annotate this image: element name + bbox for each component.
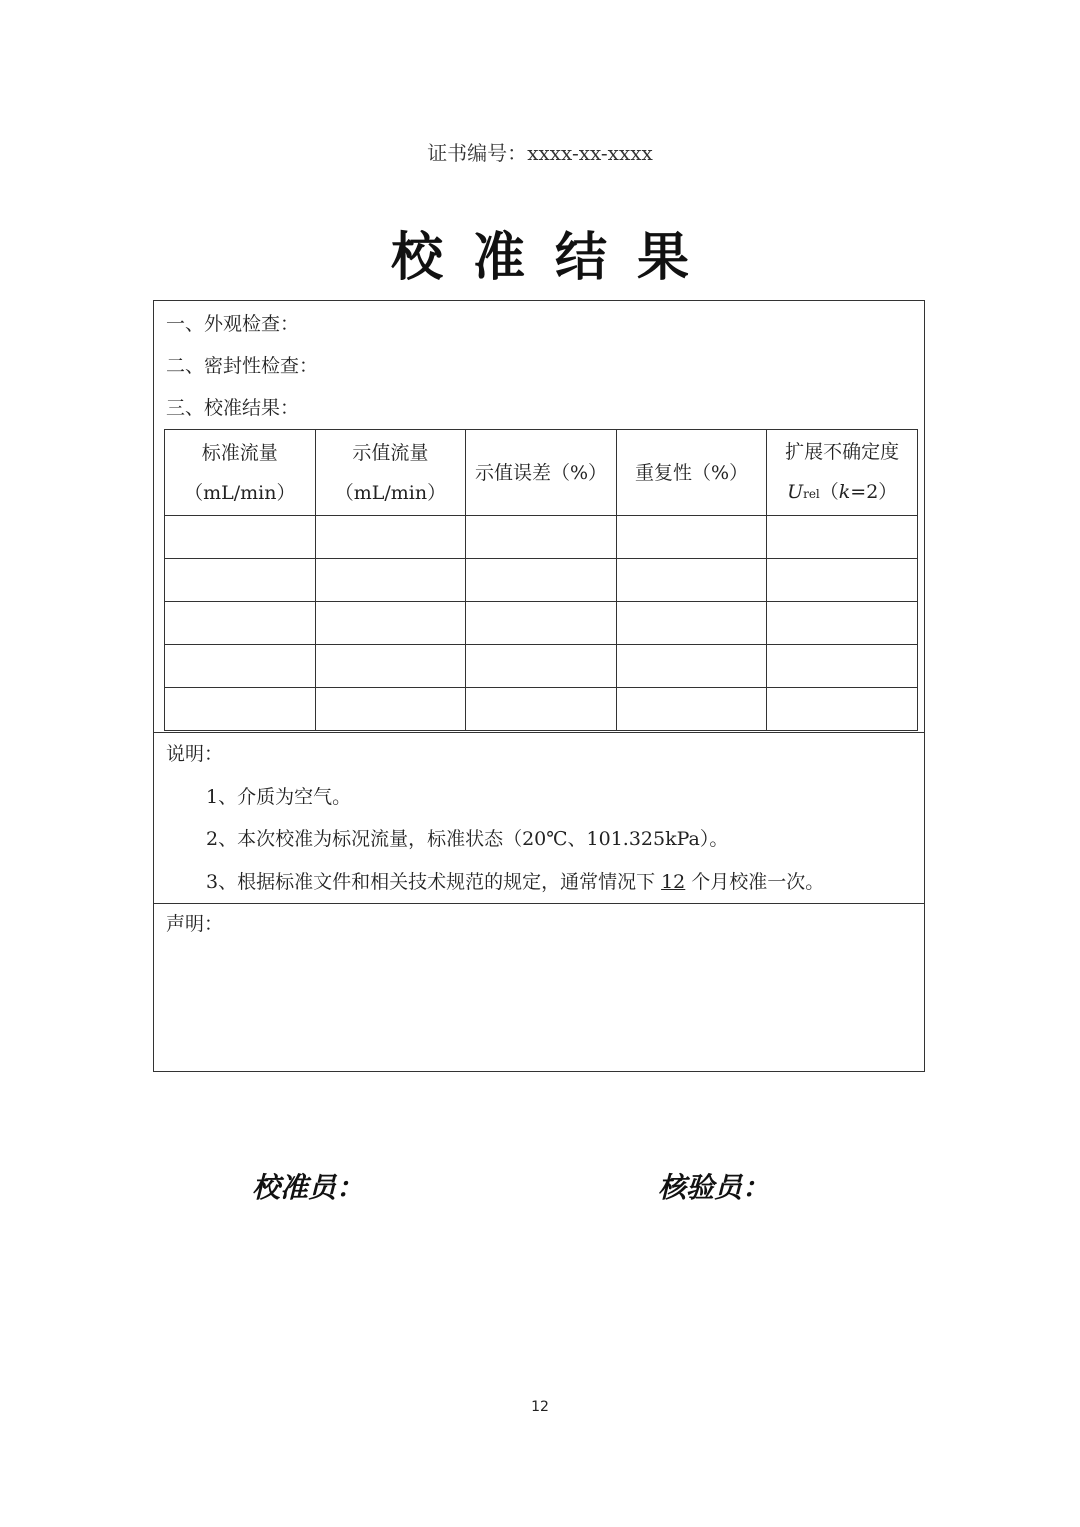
table-cell bbox=[315, 645, 466, 688]
calibration-interval-value: 12 bbox=[661, 871, 686, 893]
table-cell bbox=[165, 602, 316, 645]
header-indication-error bbox=[466, 430, 617, 516]
header-expanded-uncertainty-label: 扩展不确定度 bbox=[785, 440, 900, 463]
table-cell bbox=[466, 559, 617, 602]
calibrator-signature-label: 校准员： bbox=[252, 1171, 365, 1204]
table-cell bbox=[165, 688, 316, 731]
header-standard-flow-label: 标准流量 bbox=[201, 441, 278, 464]
appearance-check-label: 一、外观检查： bbox=[166, 313, 300, 335]
table-cell bbox=[767, 516, 918, 559]
table-cell bbox=[466, 602, 617, 645]
table-row bbox=[165, 559, 918, 602]
header-repeatability-label: 重复性（%） bbox=[635, 461, 749, 484]
table-cell bbox=[315, 516, 466, 559]
table-cell bbox=[616, 516, 767, 559]
header-indicated-flow-label: 示值流量 bbox=[352, 441, 429, 464]
table-cell bbox=[616, 688, 767, 731]
certificate-number bbox=[0, 138, 1080, 168]
k-open: （ bbox=[819, 480, 839, 503]
table-cell bbox=[767, 559, 918, 602]
table-cell bbox=[616, 559, 767, 602]
note-item-3-before: 3、根据标准文件和相关技术规范的规定，通常情况下 bbox=[206, 871, 656, 893]
table-cell bbox=[767, 688, 918, 731]
u-symbol: U bbox=[787, 480, 804, 503]
table-row bbox=[165, 688, 918, 731]
notes-heading: 说明： bbox=[166, 743, 224, 765]
table-cell bbox=[466, 645, 617, 688]
verifier-signature-label: 核验员： bbox=[658, 1171, 771, 1204]
table-cell bbox=[165, 559, 316, 602]
header-standard-flow-unit: （mL/min） bbox=[184, 481, 296, 504]
declaration-heading: 声明： bbox=[166, 913, 224, 935]
header-indication-error-label: 示值误差（%） bbox=[474, 461, 608, 484]
header-indicated-flow-unit: （mL/min） bbox=[334, 481, 447, 504]
table-cell bbox=[466, 516, 617, 559]
table-row bbox=[165, 645, 918, 688]
table-cell bbox=[165, 516, 316, 559]
header-indicated-flow bbox=[315, 430, 466, 516]
page-number: 12 bbox=[531, 1399, 549, 1415]
table-cell bbox=[315, 559, 466, 602]
table-cell bbox=[767, 645, 918, 688]
note-item-3-after: 个月校准一次。 bbox=[691, 871, 825, 893]
table-cell bbox=[616, 645, 767, 688]
header-expanded-uncertainty bbox=[767, 430, 918, 516]
note-item-3 bbox=[206, 867, 824, 897]
calibration-results-table bbox=[164, 429, 918, 731]
table-cell bbox=[767, 602, 918, 645]
table-cell bbox=[315, 688, 466, 731]
u-subscript: rel bbox=[803, 486, 820, 501]
declaration-divider bbox=[154, 903, 924, 904]
notes-divider bbox=[154, 732, 924, 733]
k-rest: =2） bbox=[850, 480, 898, 503]
k-symbol: k bbox=[838, 480, 851, 503]
table-cell bbox=[616, 602, 767, 645]
header-standard-flow bbox=[165, 430, 316, 516]
header-repeatability bbox=[616, 430, 767, 516]
note-item-2: 2、本次校准为标况流量，标准状态（20℃、101.325kPa）。 bbox=[206, 828, 729, 850]
note-item-1: 1、介质为空气。 bbox=[206, 786, 352, 808]
table-cell bbox=[466, 688, 617, 731]
sealing-check-label: 二、密封性检查： bbox=[166, 355, 319, 377]
certificate-number-label: 证书编号： bbox=[427, 141, 528, 165]
certificate-number-value: xxxx-xx-xxxx bbox=[527, 141, 653, 165]
calibration-results-label: 三、校准结果： bbox=[166, 397, 300, 419]
table-cell bbox=[165, 645, 316, 688]
results-frame bbox=[153, 300, 925, 1072]
header-expanded-uncertainty-formula bbox=[767, 472, 917, 514]
table-cell bbox=[315, 602, 466, 645]
table-row bbox=[165, 516, 918, 559]
page-title: 校准结果 bbox=[390, 228, 719, 288]
table-row bbox=[165, 602, 918, 645]
table-header-row bbox=[165, 430, 918, 516]
